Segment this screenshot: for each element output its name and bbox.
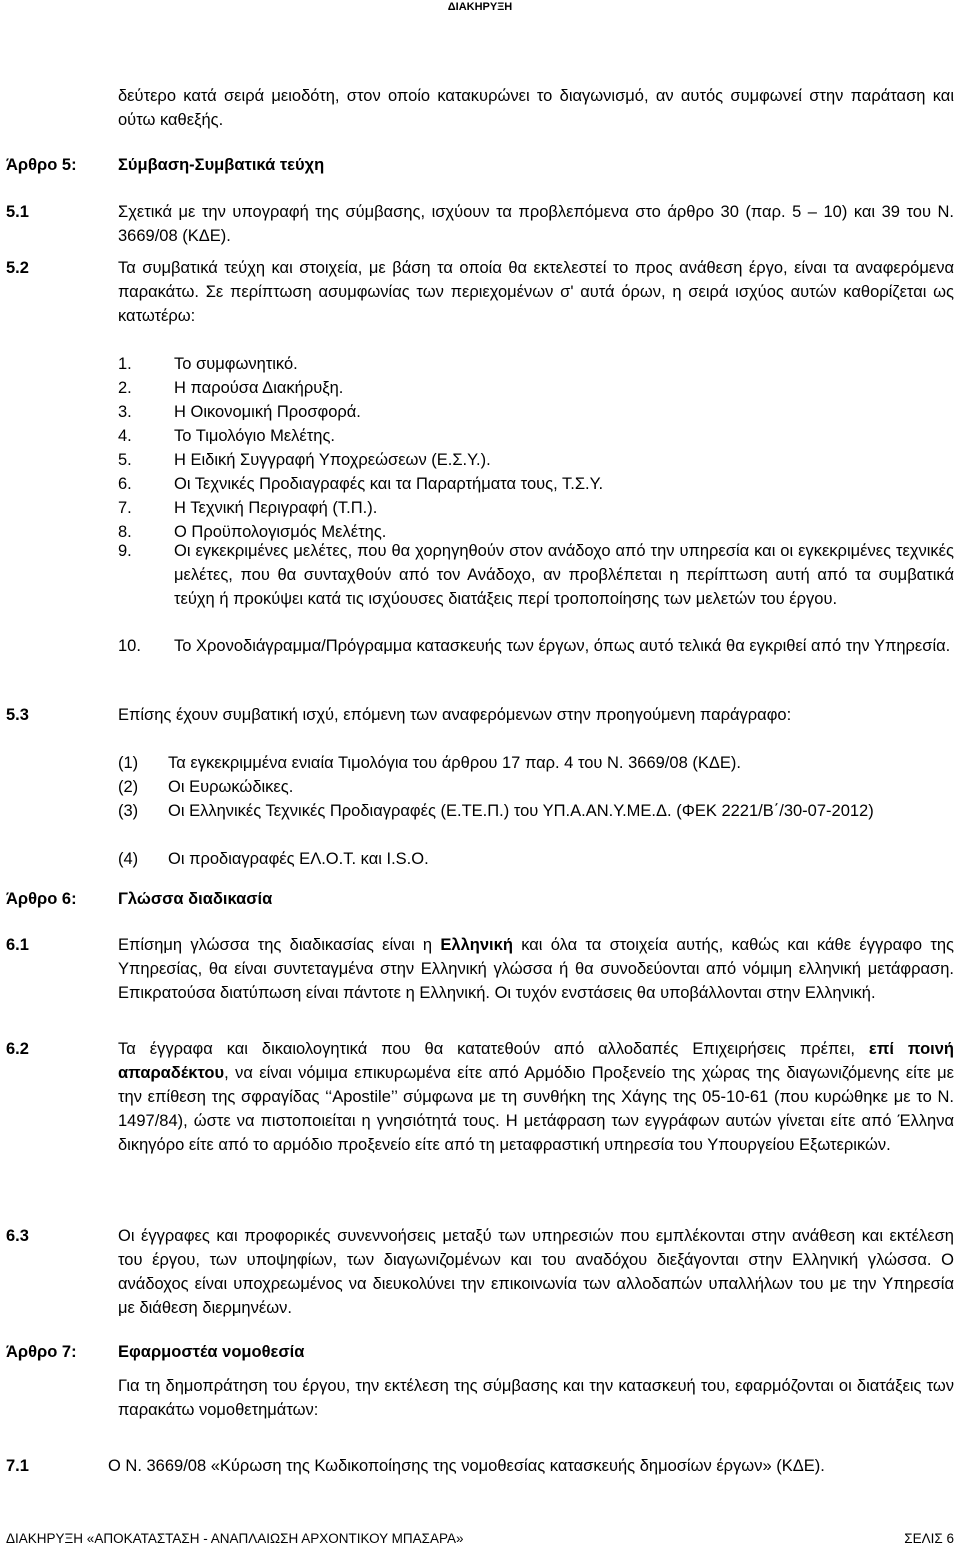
list-item-text: Η Ειδική Συγγραφή Υποχρεώσεων (Ε.Σ.Υ.). bbox=[174, 451, 491, 469]
list-item-text: Η παρούσα Διακήρυξη. bbox=[174, 379, 344, 397]
list-item-number: (1) bbox=[118, 754, 139, 772]
article-5-title: Σύμβαση-Συμβατικά τεύχη bbox=[118, 156, 325, 174]
list-item-text: Ο Προϋπολογισμός Μελέτης. bbox=[174, 523, 387, 541]
list-item-number: 3. bbox=[118, 403, 132, 421]
section-6-2-text-post: , να είναι νόμιμα επικυρωμένα είτε από Αρμόδιο Προξενείο της χώρας της διαγωνιζόμενης είτε με την επίθεση της σφραγίδας ‘‘Apostile’’ σύμφωνα με τη συνθήκη της Χάγης της 05-10-61 (που κυρώθηκε με το Ν. 1497/84), ώστε να πιστοποιείται η γνησιότητά τους. Η μετάφραση των εγγράφων αυτών γίνεται είτε από Έλληνα δικηγόρο είτε από το αρμόδιο προξενείο είτε από τη μεταφραστική υπηρεσία του Υπουργείου Εξωτερικών. bbox=[118, 1064, 954, 1154]
section-5-2-text: Τα συμβατικά τεύχη και στοιχεία, με βάση τα οποία θα εκτελεστεί το προς ανάθεση έργο, είναι τα αναφερόμενα παρακάτω. Σε περίπτωση ασυμφωνίας των περιεχομένων σ' αυτά όρων, η σειρά ισχύος αυτών καθορίζεται ως κατωτέρω: bbox=[118, 259, 954, 325]
list-item-text: Τα εγκεκριμμένα ενιαία Τιμολόγια του άρθρου 17 παρ. 4 του Ν. 3669/08 (ΚΔΕ). bbox=[168, 754, 741, 772]
list-item-text: Οι προδιαγραφές ΕΛ.Ο.Τ. και I.S.O. bbox=[168, 850, 429, 868]
section-6-1-number: 6.1 bbox=[6, 936, 29, 954]
list-item-number: 2. bbox=[118, 379, 132, 397]
section-5-1-number: 5.1 bbox=[6, 203, 29, 221]
list-item-number: 8. bbox=[118, 523, 132, 541]
section-6-3-text: Οι έγγραφες και προφορικές συνεννοήσεις μεταξύ των υπηρεσιών που εμπλέκονται στην ανάθεση και εκτέλεση του έργου, των υποψηφίων, των διαγωνιζομένων και του αναδόχου διεξάγονται στην Ελληνική γλώσσα. Ο ανάδοχος είναι υποχρεωμένος να διευκολύνει την επικοινωνία των αλλοδαπών υπαλλήλων του με την Υπηρεσία με διάθεση διερμηνέων. bbox=[118, 1227, 954, 1317]
list-item-number: 5. bbox=[118, 451, 132, 469]
list-item-text: Οι εγκεκριμένες μελέτες, που θα χορηγηθούν στον ανάδοχο από την υπηρεσία και οι εγκεκριμένες τεχνικές μελέτες, που θα συνταχθούν από τον Ανάδοχο, αν προβλέπεται η περίπτωση αυτή από τα συμβατικά τεύχη ή προκύψει κατά τις ισχύουσες διατάξεις περί τροποποίησης των μελετών του έργου. bbox=[174, 542, 954, 608]
section-6-2-text bbox=[118, 1037, 954, 1157]
list-item-text: Η Τεχνική Περιγραφή (Τ.Π.). bbox=[174, 499, 378, 517]
section-6-1-text-post: και όλα τα στοιχεία αυτής, καθώς και κάθε έγγραφο της Υπηρεσίας, θα είναι συντεταγμένα στην Ελληνική γλώσσα ή θα συνοδεύονται από νόμιμη ελληνική μετάφραση. Επικρατούσα διατύπωση είναι πάντοτε η Ελληνική. Οι τυχόν ενστάσεις θα υποβάλλονται στην Ελληνική. bbox=[118, 936, 954, 1002]
list-item-number: (2) bbox=[118, 778, 139, 796]
section-6-2-number: 6.2 bbox=[6, 1040, 29, 1058]
list-item-number: 10. bbox=[118, 637, 141, 655]
list-item-text: Το Χρονοδιάγραμμα/Πρόγραμμα κατασκευής των έργων, όπως αυτό τελικά θα εγκριθεί από την Υπηρεσία. bbox=[174, 637, 951, 655]
article-7-title: Εφαρμοστέα νομοθεσία bbox=[118, 1343, 305, 1361]
list-item-number: (3) bbox=[118, 802, 139, 820]
article-5-label: Άρθρο 5: bbox=[6, 156, 77, 174]
list-item-number: 9. bbox=[118, 542, 132, 560]
section-5-1-text: Σχετικά με την υπογραφή της σύμβασης, ισχύουν τα προβλεπόμενα στο άρθρο 30 (παρ. 5 – 10) και 39 του Ν. 3669/08 (ΚΔΕ). bbox=[118, 203, 954, 245]
list-item-text: Το συμφωνητικό. bbox=[174, 355, 298, 373]
list-item-number: 1. bbox=[118, 355, 132, 373]
section-7-1-number: 7.1 bbox=[6, 1457, 29, 1475]
section-6-1-text-pre: Επίσημη γλώσσα της διαδικασίας είναι η bbox=[118, 936, 441, 954]
list-item-text: Η Οικονομική Προσφορά. bbox=[174, 403, 361, 421]
list-item-number: 4. bbox=[118, 427, 132, 445]
list-item-text: Οι Ελληνικές Τεχνικές Προδιαγραφές (Ε.ΤΕ.Π.) του ΥΠ.Α.ΑΝ.Υ.ΜΕ.Δ. (ΦΕΚ 2221/Β΄/30-07-2012) bbox=[168, 802, 874, 820]
intro-paragraph: δεύτερο κατά σειρά μειοδότη, στον οποίο κατακυρώνει το διαγωνισμό, αν αυτός συμφωνεί στην παράταση και ούτω καθεξής. bbox=[118, 87, 954, 129]
page-number: ΣΕΛΙΣ 6 bbox=[904, 1531, 954, 1546]
section-5-3-number: 5.3 bbox=[6, 706, 29, 724]
list-item-number: 6. bbox=[118, 475, 132, 493]
footer-title: ΔΙΑΚΗΡΥΞΗ «ΑΠΟΚΑΤΑΣΤΑΣΗ - ΑΝΑΠΛΑΙΩΣΗ ΑΡΧΟΝΤΙΚΟΥ ΜΠΑΣΑΡΑ» bbox=[6, 1531, 464, 1546]
list-item-text: Οι Ευρωκώδικες. bbox=[168, 778, 294, 796]
article-7-intro: Για τη δημοπράτηση του έργου, την εκτέλεση της σύμβασης και την κατασκευή του, εφαρμόζονται οι διατάξεις των παρακάτω νομοθετημάτων: bbox=[118, 1377, 954, 1419]
list-item-number: 7. bbox=[118, 499, 132, 517]
section-5-3-text: Επίσης έχουν συμβατική ισχύ, επόμενη των αναφερόμενων στην προηγούμενη παράγραφο: bbox=[118, 706, 792, 724]
list-item-number: (4) bbox=[118, 850, 139, 868]
section-7-1-text: Ο Ν. 3669/08 «Κύρωση της Κωδικοποίησης της νομοθεσίας κατασκευής δημοσίων έργων» (ΚΔΕ). bbox=[108, 1457, 825, 1475]
list-item-text: Οι Τεχνικές Προδιαγραφές και τα Παραρτήματα τους, Τ.Σ.Υ. bbox=[174, 475, 604, 493]
section-6-1-text-bold: Ελληνική bbox=[440, 936, 513, 954]
section-5-2-number: 5.2 bbox=[6, 259, 29, 277]
section-6-3-number: 6.3 bbox=[6, 1227, 29, 1245]
list-item-text: Το Τιμολόγιο Μελέτης. bbox=[174, 427, 336, 445]
section-6-1-text bbox=[118, 933, 954, 1005]
page-header: ΔΙΑΚΗΡΥΞΗ bbox=[447, 1, 513, 13]
section-6-2-text-pre: Τα έγγραφα και δικαιολογητικά που θα κατατεθούν από αλλοδαπές Επιχειρήσεις πρέπει, bbox=[118, 1040, 869, 1058]
article-7-label: Άρθρο 7: bbox=[6, 1343, 77, 1361]
article-6-label: Άρθρο 6: bbox=[6, 890, 77, 908]
section-6-2-text-bold: επί ποινή απαραδέκτου bbox=[118, 1040, 954, 1082]
article-6-title: Γλώσσα διαδικασία bbox=[118, 890, 273, 908]
